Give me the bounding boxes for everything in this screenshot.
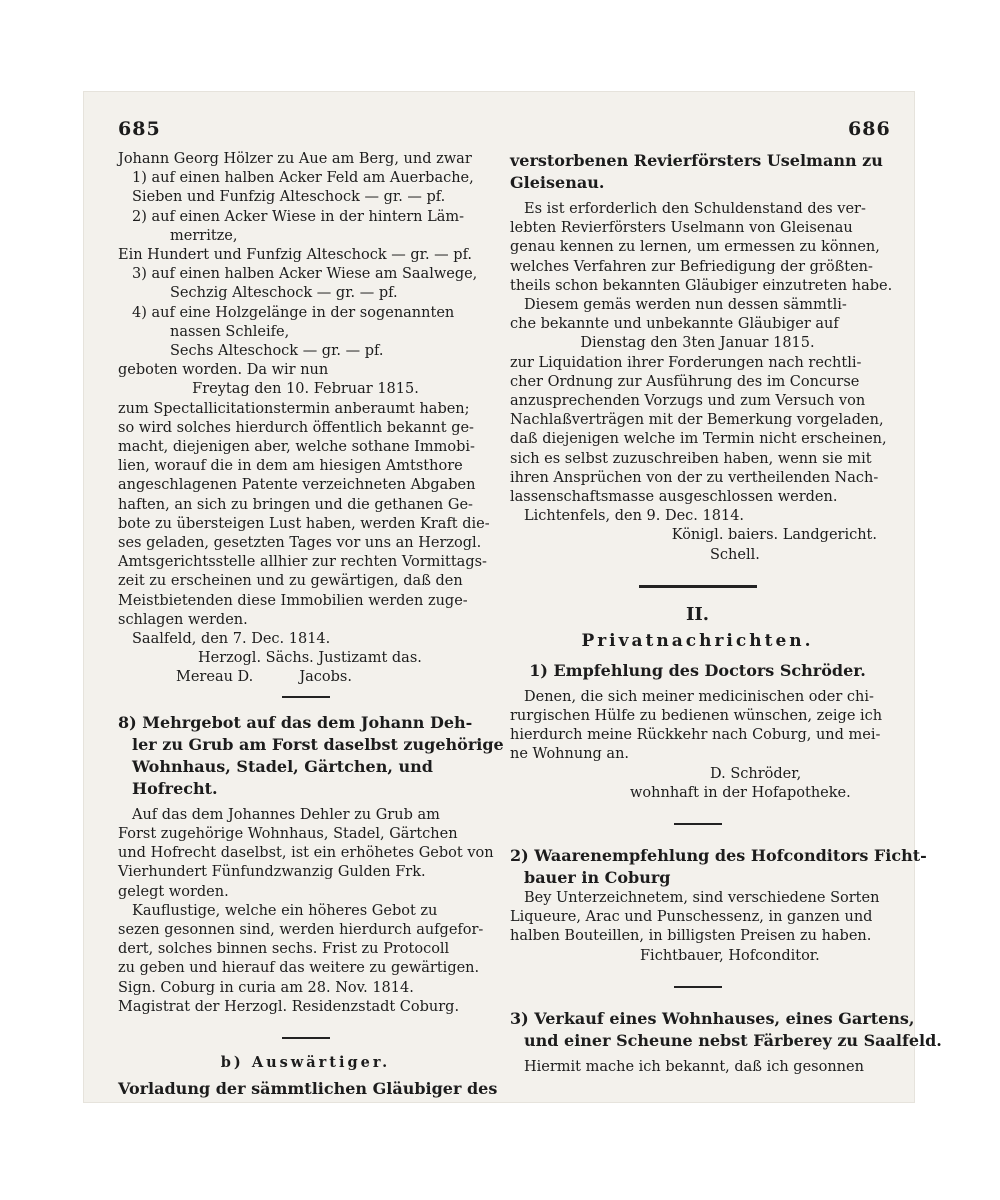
text-line: 3) auf einen halben Acker Wiese am Saalwege, xyxy=(132,266,478,283)
heading-line: ler zu Grub am Forst daselbst zugehörige xyxy=(132,734,504,754)
signature-office: wohnhaft in der Hofapotheke. xyxy=(630,784,851,801)
signature-names: D. Schröder, xyxy=(710,765,802,782)
text-line: Liqueure, Arac und Punschessenz, in ganzen und xyxy=(510,909,873,926)
text-line: zum Spectallicitationstermin anberaumt haben; xyxy=(118,400,470,417)
text-line: Forst zugehörige Wohnhaus, Stadel, Gärtchen xyxy=(118,825,458,842)
section-divider xyxy=(674,986,722,988)
text-line: 4) auf eine Holzgelänge in der sogenannten xyxy=(132,304,455,321)
auction-bids-entry xyxy=(118,150,493,688)
text-line: ne Wohnung an. xyxy=(510,746,630,763)
text-line: 1) auf einen halben Acker Feld am Auerbache, xyxy=(132,170,474,187)
heading-line: Hofrecht. xyxy=(132,778,218,798)
signature-names: Schell. xyxy=(710,546,760,563)
text-line: sich es selbst zuzuschreiben haben, wenn sie mit xyxy=(510,450,872,467)
text-line: merritze, xyxy=(170,227,238,244)
text-line: welches Verfahren zur Befriedigung der größten- xyxy=(510,258,873,275)
section-divider xyxy=(639,585,757,588)
text-line: Meistbietenden diese Immobilien werden zuge- xyxy=(118,592,468,609)
signature-office: Herzogl. Sächs. Justizamt das. xyxy=(198,650,422,667)
section-number: II. xyxy=(685,603,710,625)
item-2-body xyxy=(510,889,885,966)
item-2-title xyxy=(510,845,927,889)
text-line: bote zu übersteigen Lust haben, werden Kraft die- xyxy=(118,515,490,532)
text-line: zeit zu erscheinen und zu gewärtigen, daß den xyxy=(118,573,463,590)
entry-8-title xyxy=(118,712,504,800)
text-line: sezen gesonnen sind, werden hierdurch aufgefor- xyxy=(118,921,484,938)
signature-names: Mereau D. Jacobs. xyxy=(176,669,352,686)
text-line: lebten Revierförsters Uselmann von Gleisenau xyxy=(510,220,853,237)
text-line: Denen, die sich meiner medicinischen oder chi- xyxy=(524,688,874,705)
text-line: gelegt worden. xyxy=(118,883,229,900)
text-line: theils schon bekannten Gläubiger einzutreten habe. xyxy=(510,277,893,294)
text-line: Hiermit mache ich bekannt, daß ich gesonnen xyxy=(524,1058,864,1075)
text-line: Es ist erforderlich den Schuldenstand des ver- xyxy=(524,201,866,217)
text-line: zur Liquidation ihrer Forderungen nach rechtli- xyxy=(510,354,862,371)
text-line: nassen Schleife, xyxy=(170,323,290,340)
heading-line: Vorladung der sämmtlichen Gläubiger des xyxy=(118,1079,498,1099)
text-line: anzusprechenden Vorzugs und zum Versuch von xyxy=(510,393,866,410)
signature-line: Sign. Coburg in curia am 28. Nov. 1814. xyxy=(118,979,414,996)
text-line: Sechzig Alteschock — gr. — pf. xyxy=(170,285,398,302)
heading-line: Gleisenau. xyxy=(510,173,605,192)
section-divider xyxy=(674,823,722,825)
place-date: Lichtenfels, den 9. Dec. 1814. xyxy=(524,508,745,525)
page-number-right: 686 xyxy=(848,118,891,140)
heading-line: Wohnhaus, Stadel, Gärtchen, und xyxy=(132,756,433,776)
section-title: Privatnachrichten. xyxy=(581,630,814,651)
text-line: halben Bouteillen, in billigsten Preisen zu haben. xyxy=(510,928,872,945)
summons-body xyxy=(510,200,893,565)
left-column xyxy=(118,150,504,1100)
heading-line: 8) Mehrgebot auf das dem Johann Deh- xyxy=(118,712,473,732)
text-line: Vierhundert Fünfundzwanzig Gulden Frk. xyxy=(118,864,426,881)
text-line: 2) auf einen Acker Wiese in der hintern Läm- xyxy=(132,208,465,225)
text-line: dert, solches binnen sechs. Frist zu Protocoll xyxy=(118,941,450,958)
text-line: Nachlaßverträgen mit der Bemerkung vorgeladen, xyxy=(510,412,884,429)
text-line: daß diejenigen welche im Termin nicht erscheinen, xyxy=(510,431,887,448)
text-line: hierdurch meine Rückkehr nach Coburg, und mei- xyxy=(510,727,881,744)
date-line: Freytag den 10. Februar 1815. xyxy=(192,381,419,398)
heading-line: 3) Verkauf eines Wohnhauses, eines Gartens, xyxy=(510,1008,915,1028)
text-line: Ein Hundert und Funfzig Alteschock — gr. — pf. xyxy=(118,247,473,264)
item-1-body xyxy=(510,688,885,803)
date-line: Dienstag den 3ten Januar 1815. xyxy=(580,335,815,352)
text-line: macht, diejenigen aber, welche sothane Immobi- xyxy=(118,439,475,456)
text-line: lassenschaftsmasse ausgeschlossen werden. xyxy=(510,489,838,506)
entry-8-body xyxy=(118,806,493,1017)
text-line: zu geben und hierauf das weitere zu gewärtigen. xyxy=(118,960,480,977)
text-line: Amtsgerichtsstelle allhier zur rechten Vormittags- xyxy=(118,554,487,571)
section-divider xyxy=(282,696,330,698)
text-line: Auf das dem Johannes Dehler zu Grub am xyxy=(132,806,440,823)
text-line: geboten worden. Da wir nun xyxy=(118,362,329,379)
text-line: Bey Unterzeichnetem, sind verschiedene Sorten xyxy=(524,890,880,907)
text-line: Sechs Alteschock — gr. — pf. xyxy=(170,343,384,360)
text-line: lien, worauf die in dem am hiesigen Amtsthore xyxy=(118,458,463,475)
text-line: che bekannte und unbekannte Gläubiger auf xyxy=(510,316,839,333)
text-line: genau kennen zu lernen, um ermessen zu können, xyxy=(510,239,880,256)
text-line: Johann Georg Hölzer zu Aue am Berg, und zwar xyxy=(118,151,472,167)
summons-heading xyxy=(510,150,885,194)
text-line: Sieben und Funfzig Alteschock — gr. — pf. xyxy=(132,189,446,206)
text-line: Kauflustige, welche ein höheres Gebot zu xyxy=(132,902,438,919)
section-divider xyxy=(282,1037,330,1039)
heading-line: bauer in Coburg xyxy=(524,868,671,888)
item-heading: 1) Empfehlung des Doctors Schröder. xyxy=(529,660,866,680)
text-line: rurgischen Hülfe zu bedienen wünschen, zeige ich xyxy=(510,708,883,725)
text-line: angeschlagenen Patente verzeichneten Abgaben xyxy=(118,477,476,494)
place-date: Saalfeld, den 7. Dec. 1814. xyxy=(132,631,331,648)
text-line: haften, an sich zu bringen und die gethanen Ge- xyxy=(118,496,473,513)
text-line: so wird solches hierdurch öffentlich bekannt ge- xyxy=(118,419,474,436)
signature-line: Fichtbauer, Hofconditor. xyxy=(640,947,820,964)
text-line: und Hofrecht daselbst, ist ein erhöhetes Gebot von xyxy=(118,845,494,862)
subsection-heading: b) Auswärtiger. xyxy=(220,1053,391,1071)
page-number-left: 685 xyxy=(118,118,161,140)
heading-line: verstorbenen Revierförsters Uselmann zu xyxy=(510,151,883,170)
item-3-title xyxy=(510,1008,942,1052)
text-line: ihren Ansprüchen von der zu vertheilenden Nach- xyxy=(510,469,879,486)
text-line: Diesem gemäs werden nun dessen sämmtli- xyxy=(524,297,847,314)
right-column xyxy=(510,150,942,1077)
text-line: schlagen werden. xyxy=(118,611,248,628)
signature-office: Königl. baiers. Landgericht. xyxy=(671,527,877,544)
text-line: ses geladen, gesetzten Tages vor uns an Herzogl. xyxy=(118,535,482,552)
signature-line: Magistrat der Herzogl. Residenzstadt Coburg. xyxy=(118,998,460,1015)
text-line: cher Ordnung zur Ausführung des im Concurse xyxy=(510,373,860,390)
heading-line: 2) Waarenempfehlung des Hofconditors Ficht- xyxy=(510,846,927,866)
heading-line: und einer Scheune nebst Färberey zu Saalfeld. xyxy=(524,1030,942,1050)
